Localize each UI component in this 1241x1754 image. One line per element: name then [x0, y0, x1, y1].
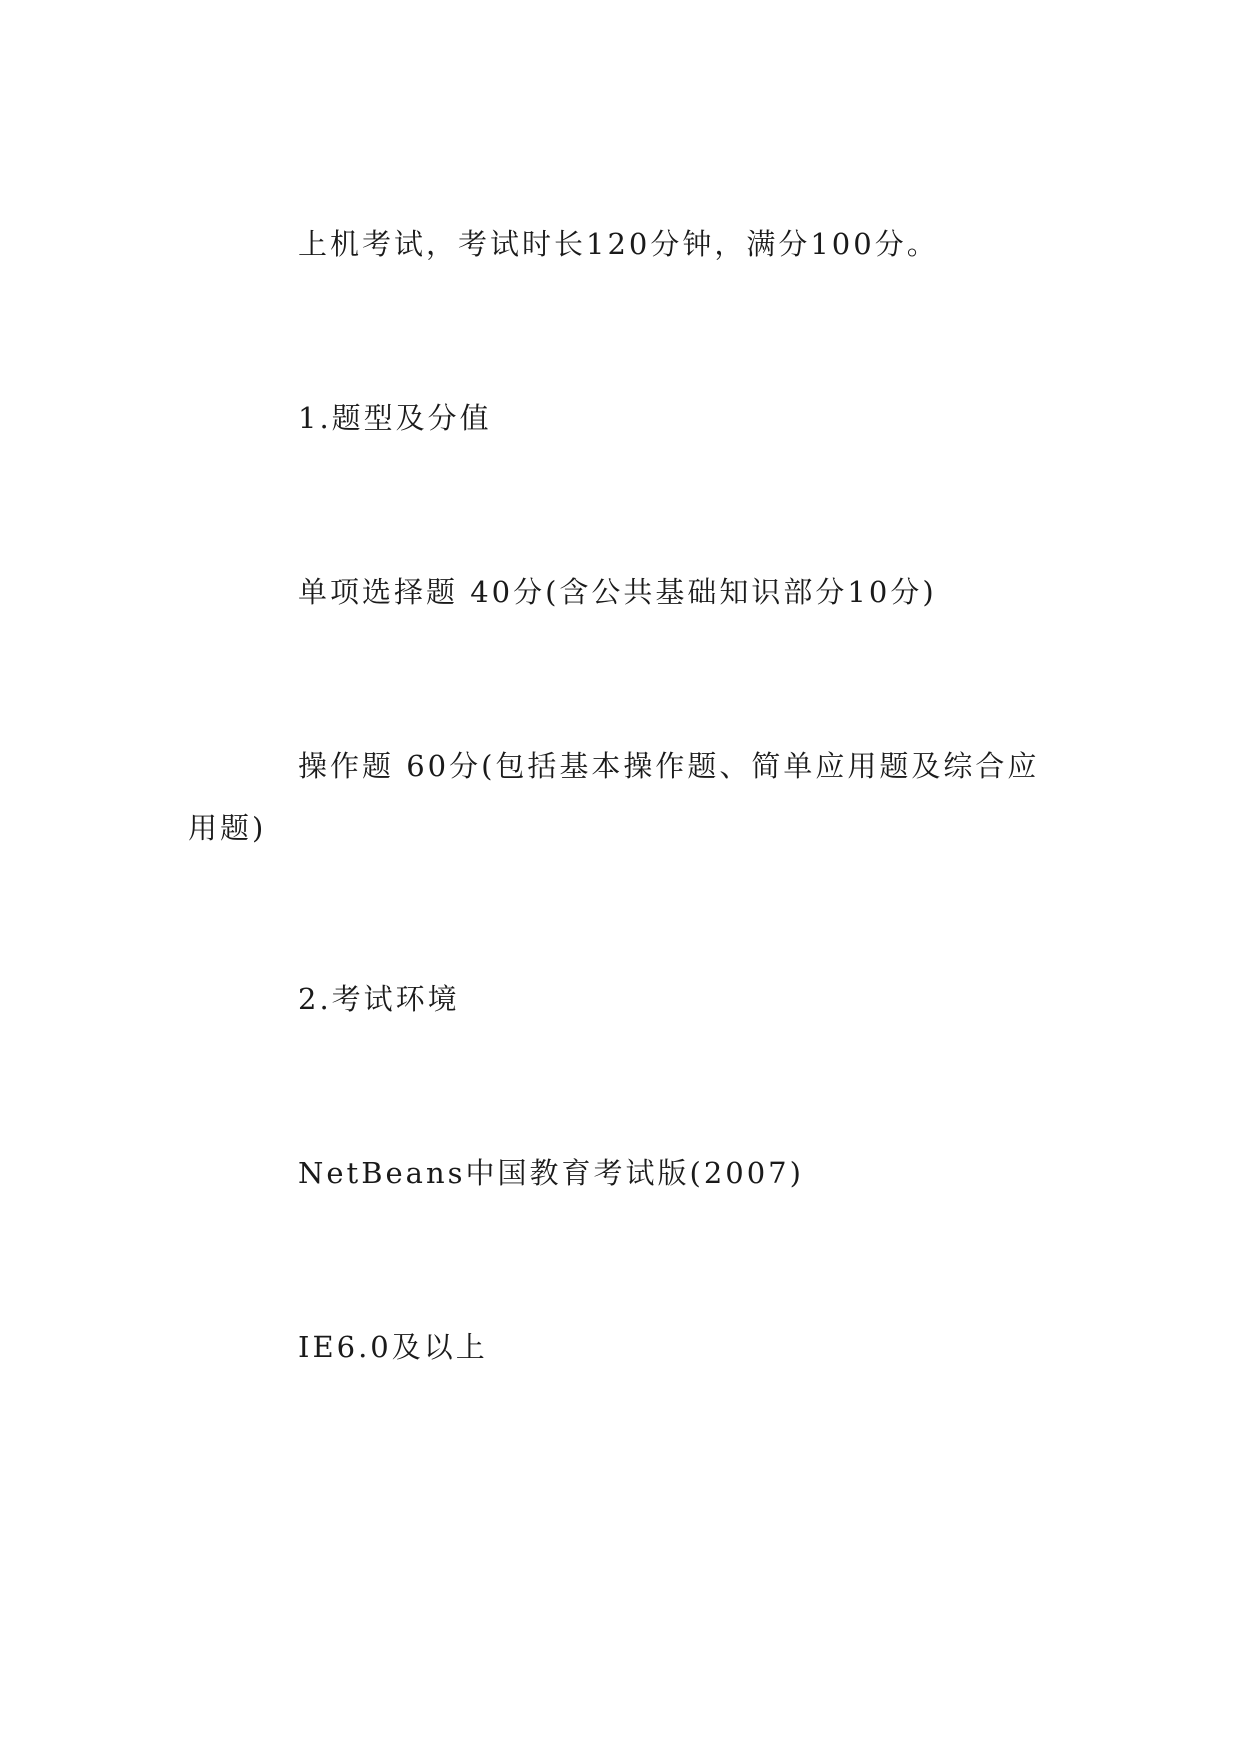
paragraph-operation-questions: 操作题 60分(包括基本操作题、简单应用题及综合应用题)	[188, 749, 1040, 845]
paragraph-section-exam-environment: 2.考试环境	[298, 982, 460, 1016]
paragraph-ie-version: IE6.0及以上	[298, 1330, 488, 1364]
paragraph-exam-format: 上机考试，考试时长120分钟，满分100分。	[298, 227, 939, 261]
paragraph-single-choice: 单项选择题 40分(含公共基础知识部分10分)	[298, 575, 937, 609]
paragraph-section-question-types: 1.题型及分值	[298, 401, 492, 435]
paragraph-netbeans: NetBeans中国教育考试版(2007)	[298, 1156, 804, 1190]
